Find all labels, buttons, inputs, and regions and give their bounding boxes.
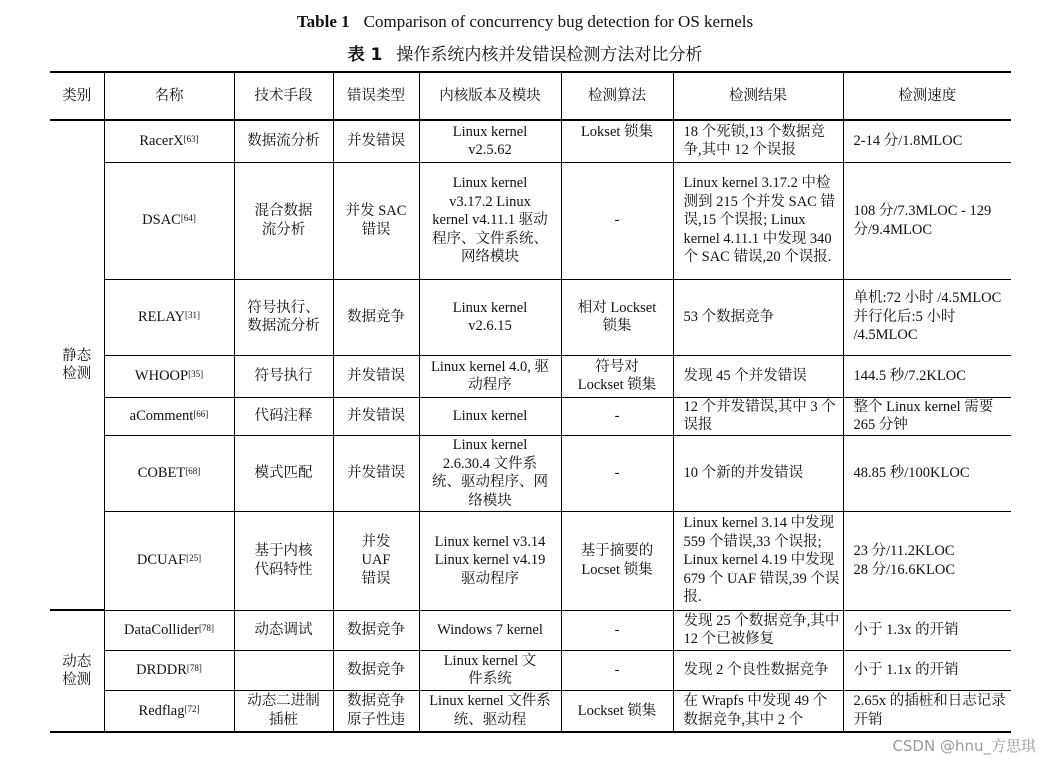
cell-result: 发现 25 个数据竞争,其中 12 个已被修复 <box>673 610 843 650</box>
cell-bug-type: 并发 UAF 错误 <box>333 511 419 610</box>
cell-speed: 2-14 分/1.8MLOC <box>843 120 1011 162</box>
table-row <box>50 511 1011 610</box>
caption-label-zh: 表 1 <box>347 45 383 65</box>
cell-kernel: Linux kernel v3.17.2 Linux kernel v4.11.1 驱动程序、文件系统、网络模块 <box>419 162 561 279</box>
header-kernel: 内核版本及模块 <box>419 72 561 120</box>
cell-name: RacerX[63] <box>104 120 234 162</box>
cell-technique: 混合数据流分析 <box>234 162 333 279</box>
cell-technique: 模式匹配 <box>234 435 333 511</box>
cell-speed: 144.5 秒/7.2KLOC <box>843 355 1011 397</box>
cell-algorithm: 相对 Lockset 锁集 <box>561 279 673 355</box>
cell-technique: 代码注释 <box>234 397 333 435</box>
header-name: 名称 <box>104 72 234 120</box>
cell-result: 10 个新的并发错误 <box>673 435 843 511</box>
cell-technique: 符号执行 <box>234 355 333 397</box>
cell-result: 53 个数据竞争 <box>673 279 843 355</box>
cell-technique: 动态二进制插桩 <box>234 690 333 732</box>
cell-speed: 小于 1.1x 的开销 <box>843 650 1011 690</box>
cell-kernel: Linux kernel 4.0, 驱动程序 <box>419 355 561 397</box>
cell-kernel: Linux kernel v2.5.62 <box>419 120 561 162</box>
cell-result: Linux kernel 3.17.2 中检测到 215 个并发 SAC 错误,15 个误报; Linux kernel 4.11.1 中发现 340 个 SAC 错误,20 个误报. <box>673 162 843 279</box>
cell-bug-type: 数据竞争 <box>333 279 419 355</box>
cell-name: DataCollider[78] <box>104 610 234 650</box>
cell-name: aComment[66] <box>104 397 234 435</box>
cell-bug-type: 数据竞争 <box>333 610 419 650</box>
cell-bug-type: 数据竞争 <box>333 650 419 690</box>
cell-speed: 2.65x 的插桩和日志记录开销 <box>843 690 1011 732</box>
cell-kernel: Linux kernel <box>419 397 561 435</box>
cell-technique: 符号执行、数据流分析 <box>234 279 333 355</box>
cell-name: WHOOP[35] <box>104 355 234 397</box>
cell-result: 发现 45 个并发错误 <box>673 355 843 397</box>
cell-name: RELAY[31] <box>104 279 234 355</box>
cell-technique: 动态调试 <box>234 610 333 650</box>
cell-name: Redflag[72] <box>104 690 234 732</box>
cell-bug-type: 数据竞争原子性违 <box>333 690 419 732</box>
cell-technique: 基于内核代码特性 <box>234 511 333 610</box>
table-row <box>50 397 1011 435</box>
cell-algorithm: - <box>561 610 673 650</box>
cell-technique <box>234 650 333 690</box>
cell-speed: 23 分/11.2KLOC 28 分/16.6KLOC <box>843 511 1011 610</box>
cell-kernel: Linux kernel 2.6.30.4 文件系统、驱动程序、网络模块 <box>419 435 561 511</box>
cell-algorithm: Lokset 锁集 <box>561 120 673 162</box>
cell-algorithm: - <box>561 650 673 690</box>
cell-algorithm: - <box>561 397 673 435</box>
category-static: 静态检测 <box>50 120 104 610</box>
cell-algorithm: Lockset 锁集 <box>561 690 673 732</box>
table-caption-english <box>0 12 1050 32</box>
cell-kernel: Linux kernel 文件系统 <box>419 650 561 690</box>
header-category: 类别 <box>50 72 104 120</box>
cell-name: DSAC[64] <box>104 162 234 279</box>
table-row <box>50 355 1011 397</box>
table-caption-chinese <box>0 40 1050 65</box>
caption-title-en: Comparison of concurrency bug detection for OS kernels <box>363 12 754 31</box>
cell-name: DRDDR[78] <box>104 650 234 690</box>
category-dynamic: 动态检测 <box>50 610 104 732</box>
caption-title-zh: 操作系统内核并发错误检测方法对比分析 <box>396 45 703 65</box>
cell-kernel: Linux kernel 文件系统、驱动程 <box>419 690 561 732</box>
cell-algorithm: 基于摘要的 Locset 锁集 <box>561 511 673 610</box>
cell-speed: 108 分/7.3MLOC - 129 分/9.4MLOC <box>843 162 1011 279</box>
table-row <box>50 162 1011 279</box>
header-bug-type: 错误类型 <box>333 72 419 120</box>
comparison-table <box>50 71 1011 733</box>
cell-bug-type: 并发错误 <box>333 355 419 397</box>
caption-label-en: Table 1 <box>296 12 350 31</box>
cell-result: 发现 2 个良性数据竞争 <box>673 650 843 690</box>
cell-result: 18 个死锁,13 个数据竞争,其中 12 个误报 <box>673 120 843 162</box>
header-algorithm: 检测算法 <box>561 72 673 120</box>
table-row <box>50 690 1011 732</box>
table-row <box>50 610 1011 650</box>
table-row <box>50 650 1011 690</box>
cell-name: DCUAF[25] <box>104 511 234 610</box>
table-row <box>50 279 1011 355</box>
cell-bug-type: 并发错误 <box>333 397 419 435</box>
cell-speed: 小于 1.3x 的开销 <box>843 610 1011 650</box>
cell-speed: 48.85 秒/100KLOC <box>843 435 1011 511</box>
cell-result: 在 Wrapfs 中发现 49 个数据竞争,其中 2 个 <box>673 690 843 732</box>
cell-speed: 整个 Linux kernel 需要 265 分钟 <box>843 397 1011 435</box>
watermark: CSDN @hnu_方思琪 <box>892 737 1036 755</box>
cell-algorithm: - <box>561 435 673 511</box>
cell-result: 12 个并发错误,其中 3 个误报 <box>673 397 843 435</box>
cell-bug-type: 并发错误 <box>333 435 419 511</box>
header-technique: 技术手段 <box>234 72 333 120</box>
cell-name: COBET[68] <box>104 435 234 511</box>
table-row <box>50 120 1011 162</box>
cell-result: Linux kernel 3.14 中发现 559 个错误,33 个误报; Linux kernel 4.19 中发现 679 个 UAF 错误,39 个误报. <box>673 511 843 610</box>
cell-kernel: Linux kernel v3.14 Linux kernel v4.19 驱动程序 <box>419 511 561 610</box>
header-row <box>50 72 1011 120</box>
header-speed: 检测速度 <box>843 72 1011 120</box>
cell-kernel: Windows 7 kernel <box>419 610 561 650</box>
cell-bug-type: 并发 SAC 错误 <box>333 162 419 279</box>
cell-kernel: Linux kernel v2.6.15 <box>419 279 561 355</box>
cell-algorithm: 符号对 Lockset 锁集 <box>561 355 673 397</box>
header-result: 检测结果 <box>673 72 843 120</box>
cell-technique: 数据流分析 <box>234 120 333 162</box>
table-row <box>50 435 1011 511</box>
cell-speed: 单机:72 小时 /4.5MLOC 并行化后:5 小时 /4.5MLOC <box>843 279 1011 355</box>
cell-algorithm: - <box>561 162 673 279</box>
cell-bug-type: 并发错误 <box>333 120 419 162</box>
